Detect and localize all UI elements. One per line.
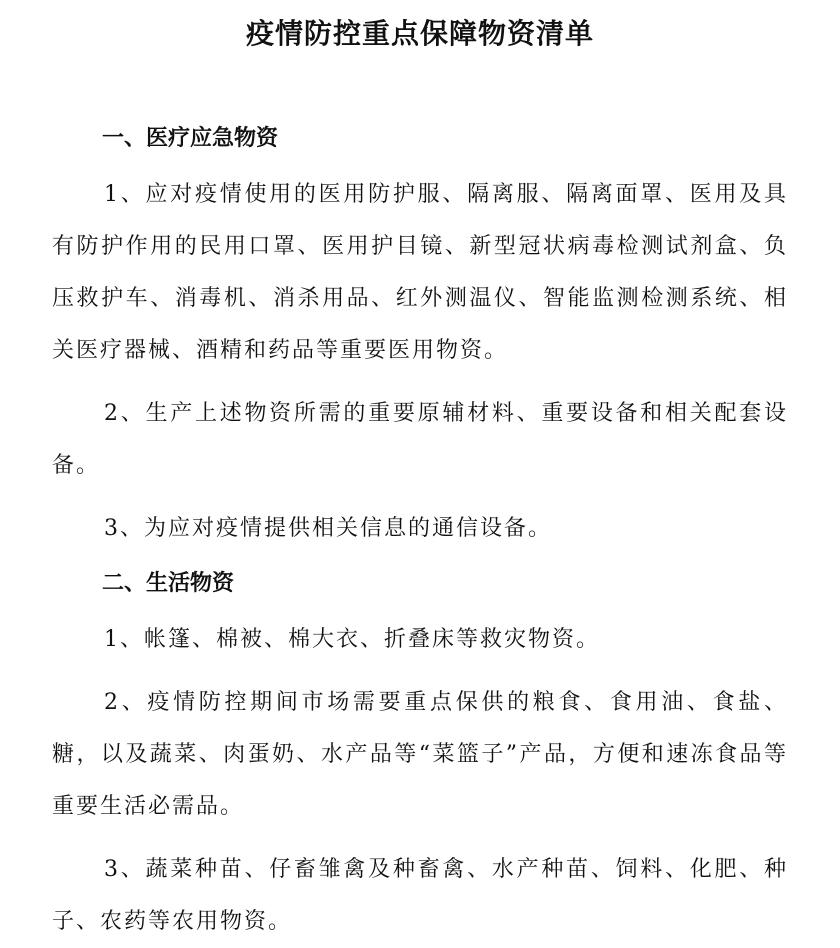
document-page <box>52 0 788 948</box>
section-heading-medical: 一、医疗应急物资 <box>102 126 279 151</box>
paragraph-living-3: 3、蔬菜种苗、仔畜雏禽及种畜禽、水产种苗、饲料、化肥、种子、农药等农用物资。 <box>52 857 788 934</box>
paragraph-living-1: 1、帐篷、棉被、棉大衣、折叠床等救灾物资。 <box>104 627 600 652</box>
paragraph-living-2: 2、疫情防控期间市场需要重点保供的粮食、食用油、食盐、糖，以及蔬菜、肉蛋奶、水产品等“菜篮子”产品，方便和速冻食品等重要生活必需品。 <box>52 690 788 819</box>
document-title: 疫情防控重点保障物资清单 <box>245 17 594 50</box>
section-heading-living: 二、生活物资 <box>102 571 235 596</box>
paragraph-medical-3: 3、为应对疫情提供相关信息的通信设备。 <box>104 516 552 541</box>
paragraph-medical-1: 1、应对疫情使用的医用防护服、隔离服、隔离面罩、医用及具有防护作用的民用口罩、医用护目镜、新型冠状病毒检测试剂盒、负压救护车、消毒机、消杀用品、红外测温仪、智能监测检测系统、相关医疗器械、酒精和药品等重要医用物资。 <box>52 182 788 363</box>
paragraph-medical-2: 2、生产上述物资所需的重要原辅材料、重要设备和相关配套设备。 <box>52 401 788 478</box>
